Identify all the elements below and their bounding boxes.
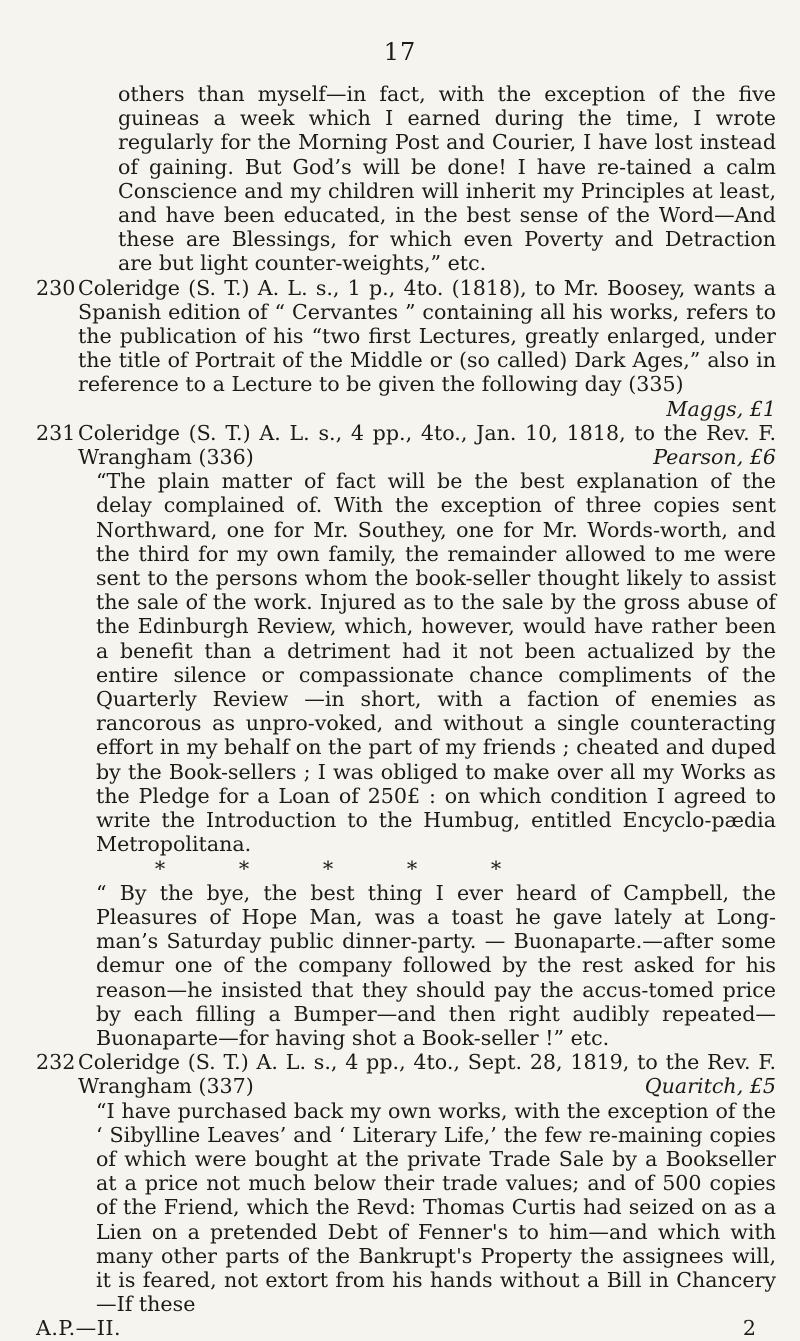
page-footer [36, 1316, 776, 1340]
star-glyph: * [238, 856, 250, 881]
entry-body [78, 276, 776, 421]
entry-232 [36, 1050, 776, 1316]
dealer-price: Maggs, £1 [666, 396, 776, 421]
opening-paragraph: others than myself—in fact, with the exception of the five guineas a week which I earned during the time, I wrote regularly for the Morning Post and Courier, I have lost instead of gaining. But God’s will be done! I have re-tained a calm Conscience and my children will inherit my Principles at least, and have been educated, in the best sense of the Word—And these are Blessings, for which even Poverty and Detraction are but light counter-weights,” etc. [118, 82, 776, 276]
entry-body [78, 421, 776, 1050]
entry-heading [78, 421, 776, 469]
star-glyph: * [406, 856, 418, 881]
entry-231 [36, 421, 776, 1050]
entry-heading-text: Coleridge (S. T.) A. L. s., 4 pp., 4to., Jan. 10, 1818, to the Rev. F. Wrangham (336) [78, 420, 776, 470]
section-break-stars [118, 857, 538, 881]
dealer-price: Quaritch, £5 [644, 1074, 776, 1099]
letter-quote: “I have purchased back my own works, with the exception of the ‘ Sibylline Leaves’ and ‘ Literary Life,’ the few re-maining copies of which were bought at the private Trade Sale by a Bookseller at a price not much below their trade values; and of 500 copies of the Friend, which the Revd: Thomas Curtis had seized on as a Lien on a pretended Debt of Fenner's to him—and which with many other parts of the Bankrupt's Property the assignees will, it is feared, not extort from his hands without a Bill in Chancery—If these [96, 1098, 776, 1317]
dealer-price: Pearson, £6 [653, 445, 776, 470]
star-glyph: * [322, 856, 334, 881]
letter-quote: “The plain matter of fact will be the best explanation of the delay complained of. With the exception of three copies sent Northward, one for Mr. Southey, one for Mr. Words-worth, and the third for my own family, the remainder allowed to me were sent to the persons whom the book-seller thought likely to assist the sale of the work. Injured as to the sale by the gross abuse of the Edinburgh Review, which, however, would have rather been a benefit than a detriment had it not been actualized by the entire silence or compassionate chance compliments of the Quarterly Review —in short, with a faction of enemies as rancorous as unpro-voked, and without a single counteracting effort in my behalf on the part of my friends ; cheated and duped by the Book-sellers ; I was obliged to make over all my Works as the Pledge for a Loan of 250£ : on which condition I agreed to write the Introduction to the Humbug, entitled Encyclo-pædia Metropolitana. [96, 469, 776, 857]
entry-body [78, 1050, 776, 1316]
page-number: 17 [383, 38, 417, 66]
entry-heading-text: Coleridge (S. T.) A. L. s., 1 p., 4to. (1818), to Mr. Boosey, wants a Spanish edition of “ Cervantes ” containing all his works, refers to the publication of his “two first Lectures, greatly enlarged, under the title of Portrait of the Middle or (so called) Dark Ages,” also in reference to a Lecture to be given the following day (335) [78, 275, 776, 397]
letter-quote: “ By the bye, the best thing I ever heard of Campbell, the Pleasures of Hope Man, was a toast he gave lately at Long-man’s Saturday public dinner-party. — Buonaparte.—after some demur one of the company followed by the rest asked for his reason—he insisted that they should pay the accus-tomed price by each filling a Bumper—and then right audibly repeated—Buonaparte—for having shot a Book-seller !” etc. [96, 880, 776, 1050]
entry-number: 232 [36, 1050, 76, 1075]
document-body [36, 82, 776, 1341]
signature-mark: A.P.—II. [36, 1316, 122, 1341]
entry-230 [36, 276, 776, 421]
entry-heading [78, 1050, 776, 1098]
star-glyph: * [490, 856, 502, 881]
sheet-number: 2 [742, 1316, 756, 1341]
entry-number: 230 [36, 275, 76, 300]
star-glyph: * [154, 856, 166, 881]
entry-number: 231 [36, 420, 76, 445]
entry-heading [78, 275, 776, 421]
entry-heading-text: Coleridge (S. T.) A. L. s., 4 pp., 4to., Sept. 28, 1819, to the Rev. F. Wrangham (337) [78, 1050, 776, 1099]
